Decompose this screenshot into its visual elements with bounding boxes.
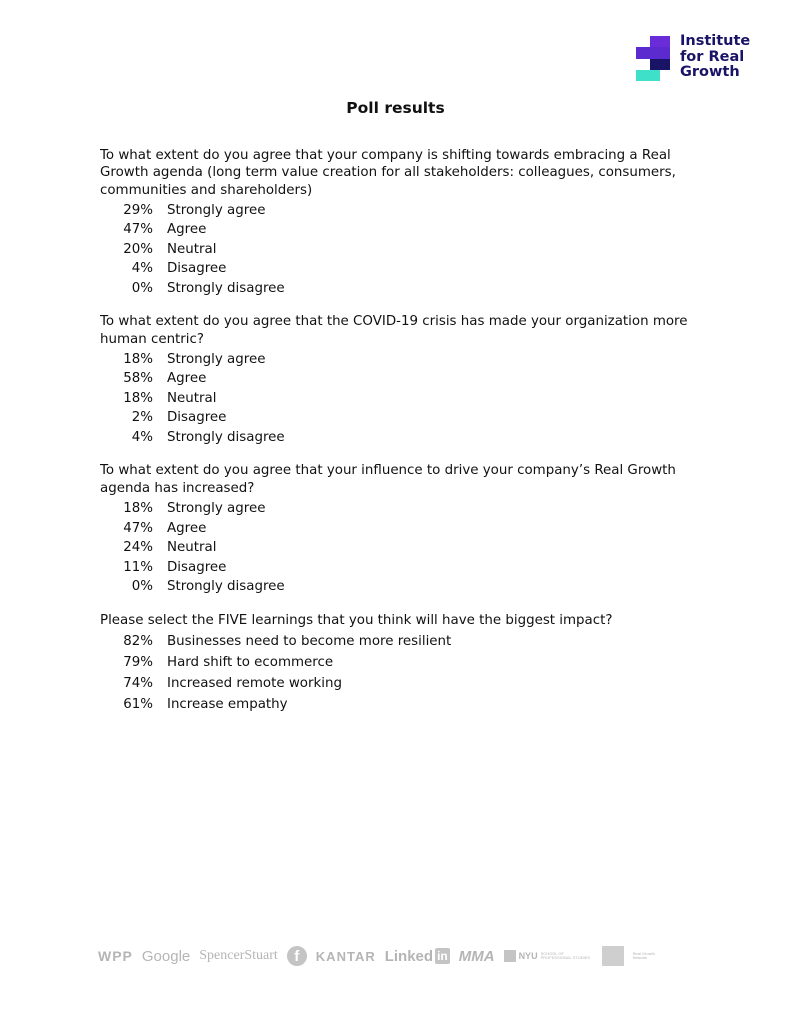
answer-row	[100, 694, 720, 715]
logo-mark-icon	[636, 36, 672, 82]
answer-label: Neutral	[167, 241, 217, 257]
answer-list	[100, 201, 720, 299]
answer-percent: 18%	[123, 390, 153, 406]
answer-percent: 24%	[123, 540, 153, 556]
logo-line: Institute	[680, 33, 751, 49]
linkedin-icon: in	[437, 949, 448, 963]
mma-logo: MMA	[458, 947, 495, 965]
answer-percent: 61%	[123, 696, 153, 712]
answer-row	[100, 538, 720, 558]
answer-label: Agree	[167, 371, 207, 387]
answer-label: Strongly agree	[167, 351, 266, 367]
logo-text	[680, 34, 750, 81]
question-text: To what extent do you agree that the COVID-19 crisis has made your organization more human centric?	[100, 314, 688, 347]
answer-row	[100, 499, 720, 519]
answer-label: Businesses need to become more resilient	[167, 633, 452, 649]
answer-percent: 47%	[123, 520, 153, 536]
answer-percent: 18%	[123, 501, 153, 517]
university-seal-icon	[602, 946, 624, 966]
network-logo-text: Real Growth Network	[632, 951, 655, 960]
answer-label: Strongly disagree	[167, 579, 285, 595]
logo-line: Growth	[680, 64, 740, 80]
answer-row	[100, 279, 720, 299]
answer-row	[100, 558, 720, 578]
nyu-logo	[504, 950, 593, 962]
linkedin-logo	[385, 948, 450, 965]
poll-question-block	[100, 147, 720, 298]
answer-row	[100, 350, 720, 370]
answer-label: Disagree	[167, 410, 227, 426]
answer-row	[100, 201, 720, 221]
answer-row	[100, 673, 720, 694]
answer-label: Agree	[167, 222, 207, 238]
answer-label: Disagree	[167, 261, 227, 277]
answer-label: Strongly disagree	[167, 429, 285, 445]
poll-question-block	[100, 612, 720, 715]
answer-percent: 74%	[123, 675, 153, 691]
wpp-logo: WPP	[98, 948, 133, 964]
answer-percent: 4%	[131, 261, 153, 277]
spencer-stuart-logo: SpencerStuart	[199, 948, 278, 963]
answer-row	[100, 519, 720, 539]
answer-label: Increased remote working	[167, 675, 342, 691]
answer-row	[100, 428, 720, 448]
answer-row	[100, 631, 720, 652]
answer-percent: 0%	[131, 280, 153, 296]
logo-line: for Real	[680, 48, 745, 65]
answer-percent: 20%	[123, 241, 153, 257]
answer-list	[100, 350, 720, 448]
linkedin-text: Linked	[384, 947, 434, 965]
nyu-text: NYU	[518, 951, 538, 961]
poll-question-block	[100, 462, 720, 596]
kantar-logo: KANTAR	[315, 948, 376, 964]
answer-percent: 0%	[131, 579, 153, 595]
answer-label: Disagree	[167, 559, 227, 575]
google-logo: Google	[141, 947, 191, 965]
nyu-torch-icon	[504, 950, 516, 962]
answer-row	[100, 240, 720, 260]
answer-label: Hard shift to ecommerce	[167, 654, 334, 670]
answer-label: Strongly disagree	[167, 280, 285, 296]
answer-percent: 58%	[123, 371, 153, 387]
answer-label: Increase empathy	[167, 696, 288, 712]
answer-percent: 11%	[123, 559, 153, 575]
partner-logos	[98, 942, 698, 970]
answer-row	[100, 369, 720, 389]
question-text: Please select the FIVE learnings that you think will have the biggest impact?	[100, 612, 613, 628]
answer-percent: 47%	[123, 222, 153, 238]
page-title: Poll results	[346, 99, 445, 117]
poll-content	[100, 147, 720, 730]
answer-row	[100, 577, 720, 597]
answer-percent: 79%	[123, 654, 153, 670]
answer-label: Agree	[167, 520, 207, 536]
answer-label: Neutral	[167, 390, 217, 406]
answer-list	[100, 499, 720, 597]
nyu-subtitle: SCHOOL OF PROFESSIONAL STUDIES	[540, 951, 590, 960]
answer-percent: 2%	[131, 410, 153, 426]
question-text: To what extent do you agree that your company is shifting towards embracing a Real Growth agenda (long term value creation for all stakeholders: colleagues, consumers, communities and shareholders)	[100, 148, 676, 198]
answer-row	[100, 652, 720, 673]
answer-percent: 18%	[123, 351, 153, 367]
answer-percent: 4%	[131, 429, 153, 445]
answer-row	[100, 220, 720, 240]
answer-row	[100, 259, 720, 279]
question-text: To what extent do you agree that your influence to drive your company’s Real Growth agenda has increased?	[100, 463, 676, 496]
poll-question-block	[100, 313, 720, 447]
facebook-icon: f	[287, 946, 307, 966]
institute-logo	[636, 34, 756, 86]
answer-label: Neutral	[167, 540, 217, 556]
answer-percent: 82%	[123, 633, 153, 649]
answer-row	[100, 408, 720, 428]
answer-list	[100, 631, 720, 715]
answer-label: Strongly agree	[167, 501, 266, 517]
answer-row	[100, 389, 720, 409]
answer-percent: 29%	[123, 202, 153, 218]
answer-label: Strongly agree	[167, 202, 266, 218]
